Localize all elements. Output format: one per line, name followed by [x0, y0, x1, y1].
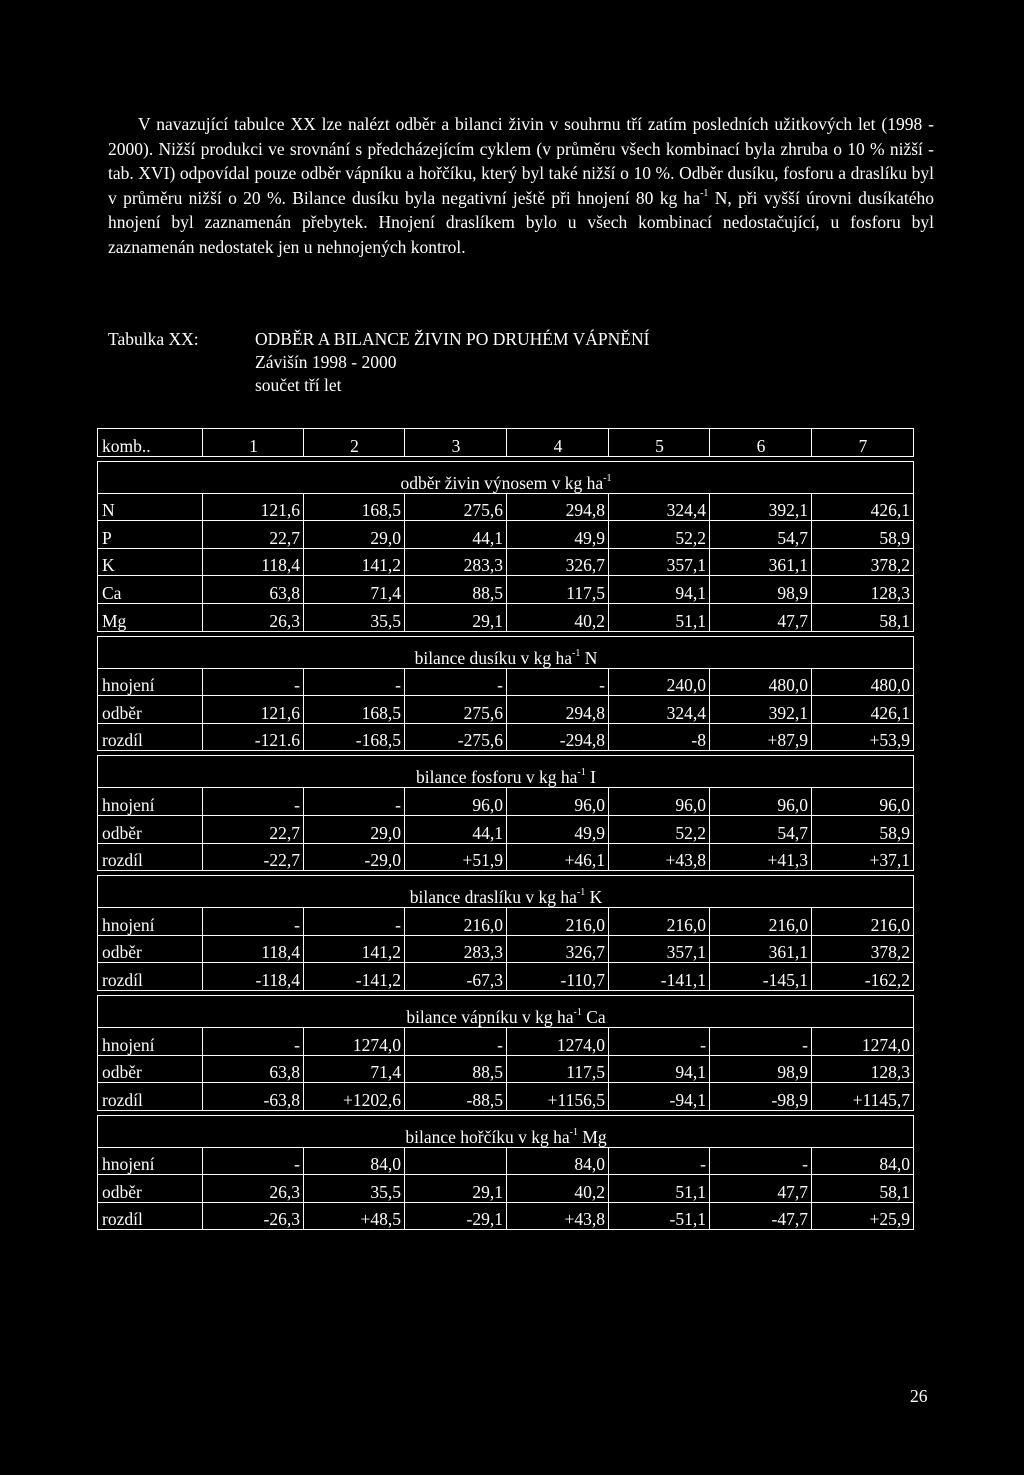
table-cell: - [405, 1027, 507, 1055]
table-cell: 54,7 [710, 815, 812, 843]
table-cell: 29,0 [304, 815, 405, 843]
section-heading [98, 995, 914, 1027]
table-cell: 141,2 [304, 935, 405, 963]
table-row [98, 1055, 914, 1083]
table-cell: 40,2 [507, 603, 609, 631]
table-cell: +87,9 [710, 723, 812, 751]
table-cell: - [710, 1027, 812, 1055]
table-cell: 121,6 [203, 493, 304, 521]
table-cell: 96,0 [710, 788, 812, 816]
header-combination-5: 5 [609, 429, 710, 457]
table-cell: 216,0 [405, 908, 507, 936]
row-label: odběr [98, 935, 203, 963]
header-combination-3: 3 [405, 429, 507, 457]
table-cell: 294,8 [507, 696, 609, 724]
caption-note: součet tří let [255, 375, 342, 395]
section-title-superscript: -1 [569, 1126, 578, 1138]
row-label: hnojení [98, 908, 203, 936]
table-cell: 98,9 [710, 1055, 812, 1083]
table-cell: 94,1 [609, 1055, 710, 1083]
section-heading [98, 636, 914, 668]
table-cell: -63,8 [203, 1083, 304, 1111]
table-row [98, 843, 914, 871]
table-cell: 44,1 [405, 815, 507, 843]
table-row [98, 815, 914, 843]
table-cell: 29,1 [405, 1175, 507, 1203]
section-title: bilance draslíku v kg ha [409, 887, 577, 908]
section-title: odběr živin výnosem v kg ha [400, 472, 604, 493]
table-header [98, 429, 914, 457]
table-cell: 47,7 [710, 603, 812, 631]
table-cell: 117,5 [507, 576, 609, 604]
table-cell: 128,3 [812, 576, 914, 604]
table-row [98, 1083, 914, 1111]
table-cell: 324,4 [609, 696, 710, 724]
table-cell: 326,7 [507, 548, 609, 576]
table-row [98, 723, 914, 751]
table-row [98, 668, 914, 696]
table-cell: +51,9 [405, 843, 507, 871]
row-label: odběr [98, 1055, 203, 1083]
table-cell: 98,9 [710, 576, 812, 604]
table-cell: 118,4 [203, 935, 304, 963]
table-body [98, 456, 914, 1230]
table-cell: 216,0 [609, 908, 710, 936]
row-label: Mg [98, 603, 203, 631]
table-cell: -94,1 [609, 1083, 710, 1111]
row-label: odběr [98, 1175, 203, 1203]
caption-lines [255, 328, 649, 397]
table-cell: +48,5 [304, 1202, 405, 1230]
table-cell: 216,0 [507, 908, 609, 936]
section-heading-row [98, 995, 914, 1027]
table-cell: - [507, 668, 609, 696]
table-cell: 283,3 [405, 935, 507, 963]
table-cell: 118,4 [203, 548, 304, 576]
table-cell: 480,0 [710, 668, 812, 696]
table-cell: 117,5 [507, 1055, 609, 1083]
table-row [98, 603, 914, 631]
table-row [98, 548, 914, 576]
row-label: rozdíl [98, 963, 203, 991]
table-cell: 141,2 [304, 548, 405, 576]
table-cell: +25,9 [812, 1202, 914, 1230]
header-row [98, 429, 914, 457]
table-cell: -275,6 [405, 723, 507, 751]
table-cell: 275,6 [405, 493, 507, 521]
table-cell: 58,1 [812, 1175, 914, 1203]
table-cell: 357,1 [609, 548, 710, 576]
section-heading-row [98, 461, 914, 493]
caption-label: Tabulka XX: [108, 329, 199, 349]
section-title-suffix: N [580, 647, 598, 668]
table-cell: -98,9 [710, 1083, 812, 1111]
table-cell: 1274,0 [812, 1027, 914, 1055]
row-label: hnojení [98, 668, 203, 696]
intro-text-1: V navazující tabulce XX lze nalézt odběr a bilanci živin v souhrnu tří zatím posledních užitkových let (1998 - 2000). Nižší produkci ve srovnání s předcházejícím cyklem (v průměru všech kombinací byla zhruba o 10 % nižší - tab. XVI) odpovídal pouze odběr vápníku a hořčíku, který byl také nižší o 10 %. Odběr dusíku, fosforu a draslíku byl v průměru nižší o 20 %. Bilance dusíku byla negativní ještě při hnojení 80 kg ha [108, 114, 934, 208]
table-cell: - [304, 908, 405, 936]
table-cell: 361,1 [710, 935, 812, 963]
section-title-superscript: -1 [576, 887, 586, 899]
section-title-superscript: -1 [573, 1006, 582, 1018]
row-label: odběr [98, 815, 203, 843]
table-row [98, 788, 914, 816]
table-cell: -47,7 [710, 1202, 812, 1230]
table-cell: -141,1 [609, 963, 710, 991]
table-cell: 51,1 [609, 603, 710, 631]
row-label: P [98, 521, 203, 549]
table-cell: 71,4 [304, 1055, 405, 1083]
table-row [98, 696, 914, 724]
table-cell: 26,3 [203, 603, 304, 631]
table-cell: 378,2 [812, 935, 914, 963]
table-row [98, 1027, 914, 1055]
intro-superscript: -1 [700, 187, 709, 199]
page-number: 26 [910, 1386, 928, 1406]
section-title-suffix: I [585, 767, 596, 788]
table-cell: - [405, 668, 507, 696]
table-cell: -22,7 [203, 843, 304, 871]
table-cell: 426,1 [812, 493, 914, 521]
table-cell: 26,3 [203, 1175, 304, 1203]
table-cell: 392,1 [710, 696, 812, 724]
table-cell: 49,9 [507, 815, 609, 843]
header-combination-label: komb.. [98, 429, 203, 457]
section-title-suffix: Mg [577, 1126, 607, 1147]
table-cell: 326,7 [507, 935, 609, 963]
table-cell: 96,0 [507, 788, 609, 816]
table-cell: +37,1 [812, 843, 914, 871]
table-cell: +1145,7 [812, 1083, 914, 1111]
table-cell: +41,3 [710, 843, 812, 871]
table-cell: 29,0 [304, 521, 405, 549]
section-heading-row [98, 756, 914, 788]
table-cell: 1274,0 [304, 1027, 405, 1055]
table-row [98, 1147, 914, 1175]
table-cell: - [203, 668, 304, 696]
table-cell: 94,1 [609, 576, 710, 604]
table-cell: 44,1 [405, 521, 507, 549]
table-cell: 40,2 [507, 1175, 609, 1203]
table-cell: -67,3 [405, 963, 507, 991]
table-cell: - [203, 1027, 304, 1055]
table-cell: +46,1 [507, 843, 609, 871]
table-cell: +43,8 [507, 1202, 609, 1230]
section-title: bilance fosforu v kg ha [416, 767, 578, 788]
table-row [98, 521, 914, 549]
table-cell: 47,7 [710, 1175, 812, 1203]
table-cell: 29,1 [405, 603, 507, 631]
table-cell: - [304, 668, 405, 696]
table-row [98, 963, 914, 991]
section-heading [98, 876, 914, 908]
table-cell: -121.6 [203, 723, 304, 751]
table-cell: -26,3 [203, 1202, 304, 1230]
table-cell: - [609, 1027, 710, 1055]
table-cell: 294,8 [507, 493, 609, 521]
table-cell: 52,2 [609, 815, 710, 843]
table-row [98, 1202, 914, 1230]
caption-place: Závišín 1998 - 2000 [255, 352, 397, 372]
table-cell: +1202,6 [304, 1083, 405, 1111]
table-cell: 58,1 [812, 603, 914, 631]
table-cell: 63,8 [203, 1055, 304, 1083]
table-cell: 54,7 [710, 521, 812, 549]
row-label: rozdíl [98, 1083, 203, 1111]
section-heading [98, 756, 914, 788]
table-cell: +53,9 [812, 723, 914, 751]
table-cell: 121,6 [203, 696, 304, 724]
nutrient-table [97, 428, 914, 1230]
row-label: rozdíl [98, 843, 203, 871]
row-label: K [98, 548, 203, 576]
table-cell: 22,7 [203, 815, 304, 843]
table-cell: -145,1 [710, 963, 812, 991]
table-cell: - [203, 908, 304, 936]
section-heading [98, 461, 914, 493]
table-cell: 84,0 [812, 1147, 914, 1175]
table-cell: 361,1 [710, 548, 812, 576]
intro-text-2: N, při vyšší úrovni dusíkatého hnojení byl zaznamenán přebytek. Hnojení draslíkem bylo u všech kombinací nedostačující, u fosforu byl zaznamenán nedostatek jen u nehnojených kontrol. [108, 187, 934, 257]
table-cell: 88,5 [405, 576, 507, 604]
section-title-superscript: -1 [577, 767, 586, 779]
table-cell: 283,3 [405, 548, 507, 576]
table-cell: 71,4 [304, 576, 405, 604]
table-cell: - [203, 1147, 304, 1175]
table-cell: 96,0 [609, 788, 710, 816]
section-title-superscript: -1 [603, 472, 612, 484]
table-cell: 168,5 [304, 696, 405, 724]
table-cell: 96,0 [812, 788, 914, 816]
table-cell: -110,7 [507, 963, 609, 991]
table-cell: 58,9 [812, 521, 914, 549]
table-cell: 35,5 [304, 603, 405, 631]
row-label: rozdíl [98, 1202, 203, 1230]
table-cell: 49,9 [507, 521, 609, 549]
header-combination-1: 1 [203, 429, 304, 457]
row-label: Ca [98, 576, 203, 604]
section-title: bilance dusíku v kg ha [414, 647, 573, 668]
row-label: N [98, 493, 203, 521]
section-heading-row [98, 876, 914, 908]
table-cell: 35,5 [304, 1175, 405, 1203]
header-combination-7: 7 [812, 429, 914, 457]
table-row [98, 908, 914, 936]
table-cell: - [304, 788, 405, 816]
row-label: odběr [98, 696, 203, 724]
header-combination-2: 2 [304, 429, 405, 457]
section-heading-row [98, 1115, 914, 1147]
table-cell: -118,4 [203, 963, 304, 991]
table-cell: - [609, 1147, 710, 1175]
table-row [98, 1175, 914, 1203]
table-cell: -88,5 [405, 1083, 507, 1111]
table-cell: -8 [609, 723, 710, 751]
table-cell: 63,8 [203, 576, 304, 604]
table-cell: 357,1 [609, 935, 710, 963]
row-label: rozdíl [98, 723, 203, 751]
table-cell: +43,8 [609, 843, 710, 871]
table-cell: 128,3 [812, 1055, 914, 1083]
table-cell: -162,2 [812, 963, 914, 991]
table-cell: 96,0 [405, 788, 507, 816]
table-cell: 168,5 [304, 493, 405, 521]
section-heading [98, 1115, 914, 1147]
table-cell: 22,7 [203, 521, 304, 549]
section-title-suffix: K [585, 887, 603, 908]
table-cell: -29,1 [405, 1202, 507, 1230]
table-cell [405, 1147, 507, 1175]
table-cell: +1156,5 [507, 1083, 609, 1111]
table-cell: 216,0 [812, 908, 914, 936]
table-cell: 84,0 [304, 1147, 405, 1175]
section-title: bilance hořčíku v kg ha [405, 1126, 570, 1147]
table-cell: -294,8 [507, 723, 609, 751]
section-title-superscript: -1 [572, 647, 581, 659]
table-row [98, 935, 914, 963]
table-cell: 378,2 [812, 548, 914, 576]
row-label: hnojení [98, 1147, 203, 1175]
table-cell: 392,1 [710, 493, 812, 521]
header-combination-6: 6 [710, 429, 812, 457]
table-cell: 426,1 [812, 696, 914, 724]
row-label: hnojení [98, 1027, 203, 1055]
table-cell: 480,0 [812, 668, 914, 696]
table-cell: -141,2 [304, 963, 405, 991]
section-heading-row [98, 636, 914, 668]
intro-paragraph [108, 112, 934, 260]
table-cell: -168,5 [304, 723, 405, 751]
header-combination-4: 4 [507, 429, 609, 457]
table-row [98, 493, 914, 521]
table-cell: 324,4 [609, 493, 710, 521]
table-cell: 240,0 [609, 668, 710, 696]
table-cell: -51,1 [609, 1202, 710, 1230]
table-cell: 88,5 [405, 1055, 507, 1083]
table-cell: 51,1 [609, 1175, 710, 1203]
caption-title: ODBĚR A BILANCE ŽIVIN PO DRUHÉM VÁPNĚNÍ [255, 329, 650, 349]
section-title: bilance vápníku v kg ha [406, 1006, 574, 1027]
table-cell: 275,6 [405, 696, 507, 724]
table-row [98, 576, 914, 604]
table-cell: 52,2 [609, 521, 710, 549]
row-label: hnojení [98, 788, 203, 816]
table-cell: 216,0 [710, 908, 812, 936]
section-title-suffix: Ca [581, 1006, 606, 1027]
table-cell: 84,0 [507, 1147, 609, 1175]
table-cell: - [710, 1147, 812, 1175]
table-cell: 58,9 [812, 815, 914, 843]
table-cell: -29,0 [304, 843, 405, 871]
table-cell: 1274,0 [507, 1027, 609, 1055]
table-cell: - [203, 788, 304, 816]
